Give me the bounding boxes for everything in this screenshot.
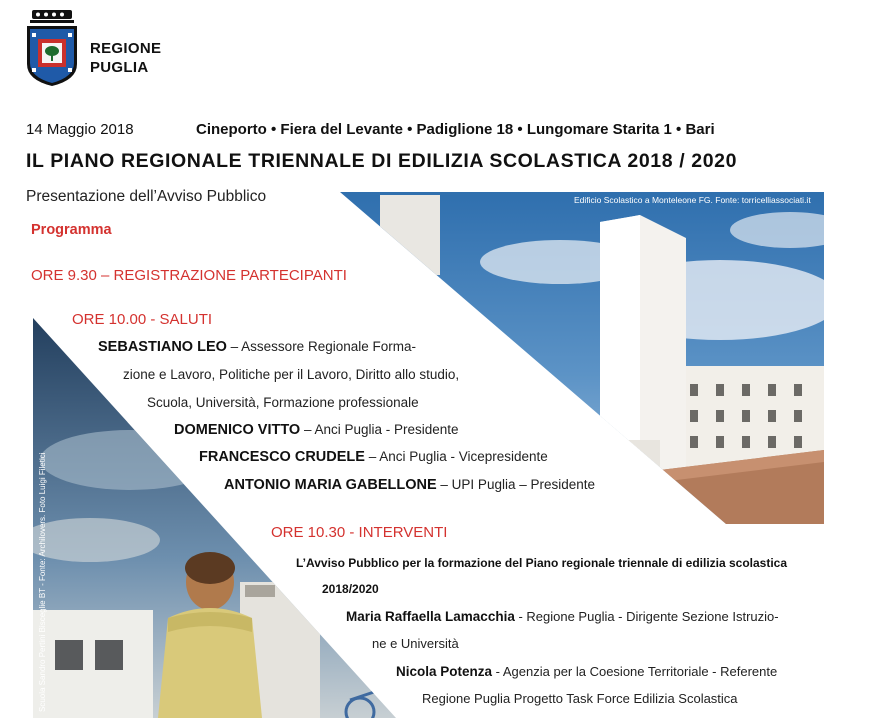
speaker-role: - Agenzia per la Coesione Territoriale - Referente [492,664,778,679]
session-saluti: ORE 10.00 - SALUTI [72,311,213,328]
programma-label: Programma [31,222,112,238]
speaker-name: SEBASTIANO LEO [98,339,227,355]
logo-text-puglia: PUGLIA [90,59,149,76]
saluti-speaker-1 [98,339,416,355]
talk-title-line-2: 2018/2020 [322,582,379,596]
saluti-speaker-4 [224,477,595,493]
interventi-speaker-2 [396,664,777,679]
speaker-name: Nicola Potenza [396,664,493,679]
saluti-speaker-2 [174,422,459,438]
event-location-text: Cineporto • Fiera del Levante • Padiglione 18 • Lungomare Starita 1 • Bari [196,121,715,138]
logo-text-regione: REGIONE [90,40,162,57]
speaker-role: – Anci Puglia - Presidente [300,422,459,437]
photo-credit-left: Scuola Sandro Pertini Bisceglie BT - Fonte: Archilovers. Foto Luigi Filetici [38,452,47,712]
session-interventi: ORE 10.30 - INTERVENTI [271,524,448,541]
speaker-name: Maria Raffaella Lamacchia [346,609,515,624]
page-title: IL PIANO REGIONALE TRIENNALE DI EDILIZIA SCOLASTICA 2018 / 2020 [26,150,738,172]
talk-title-line-1: L’Avviso Pubblico per la formazione del Piano regionale triennale di edilizia scolastica [296,556,788,570]
school-photo-right [340,192,850,524]
speaker-name: DOMENICO VITTO [174,422,301,438]
event-location [196,121,715,138]
speaker-role: – UPI Puglia – Presidente [436,477,596,492]
interventi-speaker-1 [346,609,779,624]
interventi-speaker-1-role-cont: ne e Università [372,636,459,651]
interventi-speaker-2-role-cont: Regione Puglia Progetto Task Force Edilizia Scolastica [422,691,738,706]
photo-credit-top: Edificio Scolastico a Monteleone FG. Fonte: torricelliassociati.it [574,195,811,205]
speaker-role: – Anci Puglia - Vicepresidente [364,449,548,464]
speaker-name: FRANCESCO CRUDELE [199,449,365,465]
saluti-speaker-3 [199,449,548,465]
saluti-speaker-1-role-cont-1: zione e Lavoro, Politiche per il Lavoro, Diritto allo studio, [123,367,460,382]
event-date: 14 Maggio 2018 [26,121,134,138]
regione-puglia-crest-icon [24,6,82,88]
speaker-role: - Regione Puglia - Dirigente Sezione Istruzio- [514,609,779,624]
session-registrazione: ORE 9.30 – REGISTRAZIONE PARTECIPANTI [31,267,347,284]
saluti-speaker-1-role-cont-2: Scuola, Università, Formazione professionale [147,395,419,410]
page-subtitle: Presentazione dell’Avviso Pubblico [26,188,267,205]
speaker-name: ANTONIO MARIA GABELLONE [224,477,437,493]
speaker-role: – Assessore Regionale Forma- [226,339,416,354]
